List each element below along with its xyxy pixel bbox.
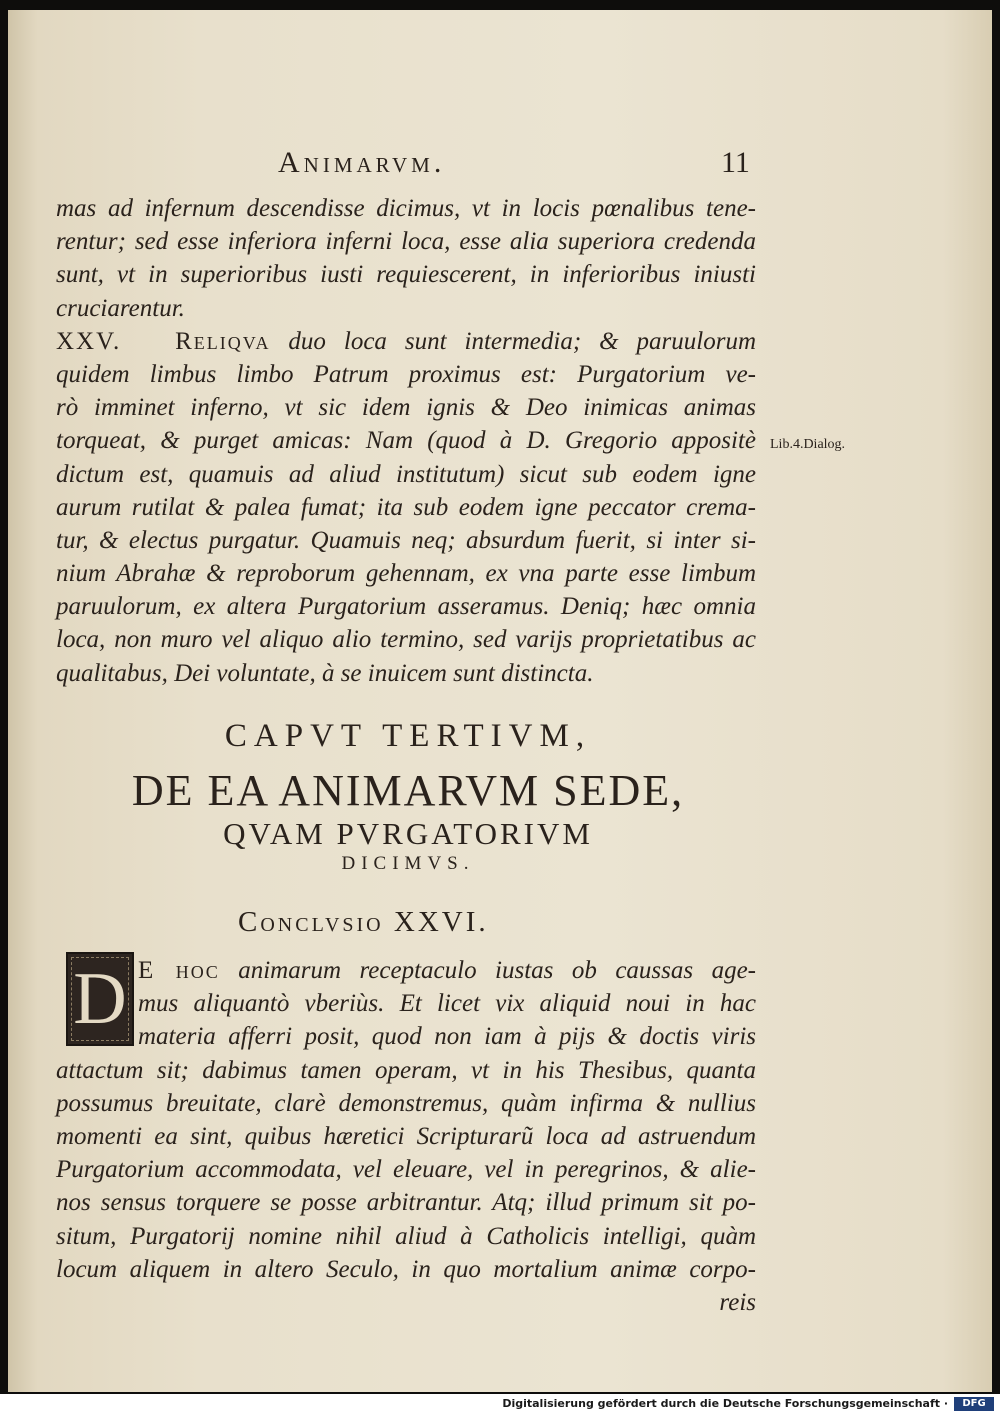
- text-line: Purgatorium accommodata, vel eleuare, vel in peregrinos, & alie-: [56, 1156, 756, 1184]
- text-line: nium Abrahæ & reproborum gehennam, ex vna parte esse limbum: [56, 560, 756, 588]
- funding-notice: Digitalisierung gefördert durch die Deutsche Forschungsgemeinschaft ·: [502, 1397, 948, 1410]
- text-line: rò imminet inferno, vt sic idem ignis & Deo inimicas animas: [56, 394, 756, 422]
- text-line: dictum est, quamuis ad aliud institutum) sicut sub eodem igne: [56, 460, 756, 488]
- text-line: materia afferri posit, quod non iam à pijs & doctis viris: [138, 1023, 756, 1051]
- text-line: rentur; sed esse inferiora inferni loca, esse alia superiora credenda: [56, 228, 756, 256]
- chapter-subtitle-end: DICIMVS.: [341, 853, 475, 874]
- text-line: qualitabus, Dei voluntate, à se inuicem sunt distincta.: [56, 659, 594, 687]
- chapter-heading: CAPVT TERTIVM,: [224, 718, 592, 754]
- text-line: attactum sit; dabimus tamen operam, vt in his Thesibus, quanta: [56, 1056, 756, 1084]
- page-number: 11: [721, 146, 750, 179]
- running-title: Animarvm.: [278, 146, 446, 179]
- section-number: XXV.: [56, 327, 122, 355]
- digitization-footer: [0, 1394, 1000, 1415]
- section-first-line: [56, 325, 756, 358]
- paragraph-conclusio: [56, 954, 756, 1319]
- text-line: paruulorum, ex altera Purgatorium asseramus. Deniq; hæc omnia: [56, 593, 756, 621]
- chapter-title: DE EA ANIMARVM SEDE,: [131, 766, 685, 815]
- text-line: sunt, vt in superioribus iusti requiescerent, in inferioribus iniusti: [56, 261, 756, 289]
- text-line: mas ad infernum descendisse dicimus, vt in locis pœnalibus tene-: [56, 195, 756, 222]
- text-line: cruciarentur.: [56, 294, 185, 322]
- margin-note: Lib.4.Dialog.: [770, 437, 846, 452]
- text-line: aurum rutilat & palea fumat; ita sub eodem igne peccator crema-: [56, 493, 756, 521]
- lead-words: E hoc: [138, 957, 220, 984]
- paragraph-continued: [56, 192, 756, 690]
- text-line: loca, non muro vel aliquo alio termino, sed varijs proprietatibus ac: [56, 626, 756, 654]
- initial-letter: D: [73, 958, 127, 1040]
- text-line: situm, Purgatorij nomine nihil aliud à Catholicis intelligi, quàm: [56, 1222, 756, 1250]
- text-line: possumus breuitate, clarè demonstremus, quàm infirma & nullius: [56, 1089, 756, 1117]
- section-lead-word: Reliqva: [175, 327, 271, 355]
- dfg-logo: DFG: [954, 1397, 994, 1411]
- conclusio-heading: Conclvsio XXVI.: [238, 906, 489, 938]
- text-line: momenti ea sint, quibus hæretici Scripturarũ loca ad astruendum: [56, 1122, 756, 1150]
- catchword: reis: [719, 1288, 756, 1316]
- text-line: mus aliquantò vberiùs. Et licet vix aliquid noui in hac: [138, 990, 756, 1018]
- text-line: locum aliquem in altero Seculo, in quo mortalium animæ corpo-: [56, 1255, 756, 1283]
- text-line: tur, & electus purgatur. Quamuis neq; absurdum fuerit, si inter si-: [56, 526, 756, 554]
- text-line: duo loca sunt intermedia; & paruulorum: [288, 327, 757, 355]
- chapter-subtitle: QVAM PVRGATORIVM: [223, 816, 593, 851]
- book-page: [8, 10, 992, 1392]
- text-line: nos sensus torquere se posse arbitrantur. Atq; illud primum sit po-: [56, 1189, 756, 1217]
- text-line: torqueat, & purget amicas: Nam (quod à D. Gregorio appositè: [56, 427, 756, 455]
- text-line: [56, 954, 756, 987]
- text-line: quidem limbus limbo Patrum proximus est: Purgatorium ve-: [56, 360, 756, 388]
- text-line-part: animarum receptaculo iustas ob caussas age-: [238, 957, 757, 984]
